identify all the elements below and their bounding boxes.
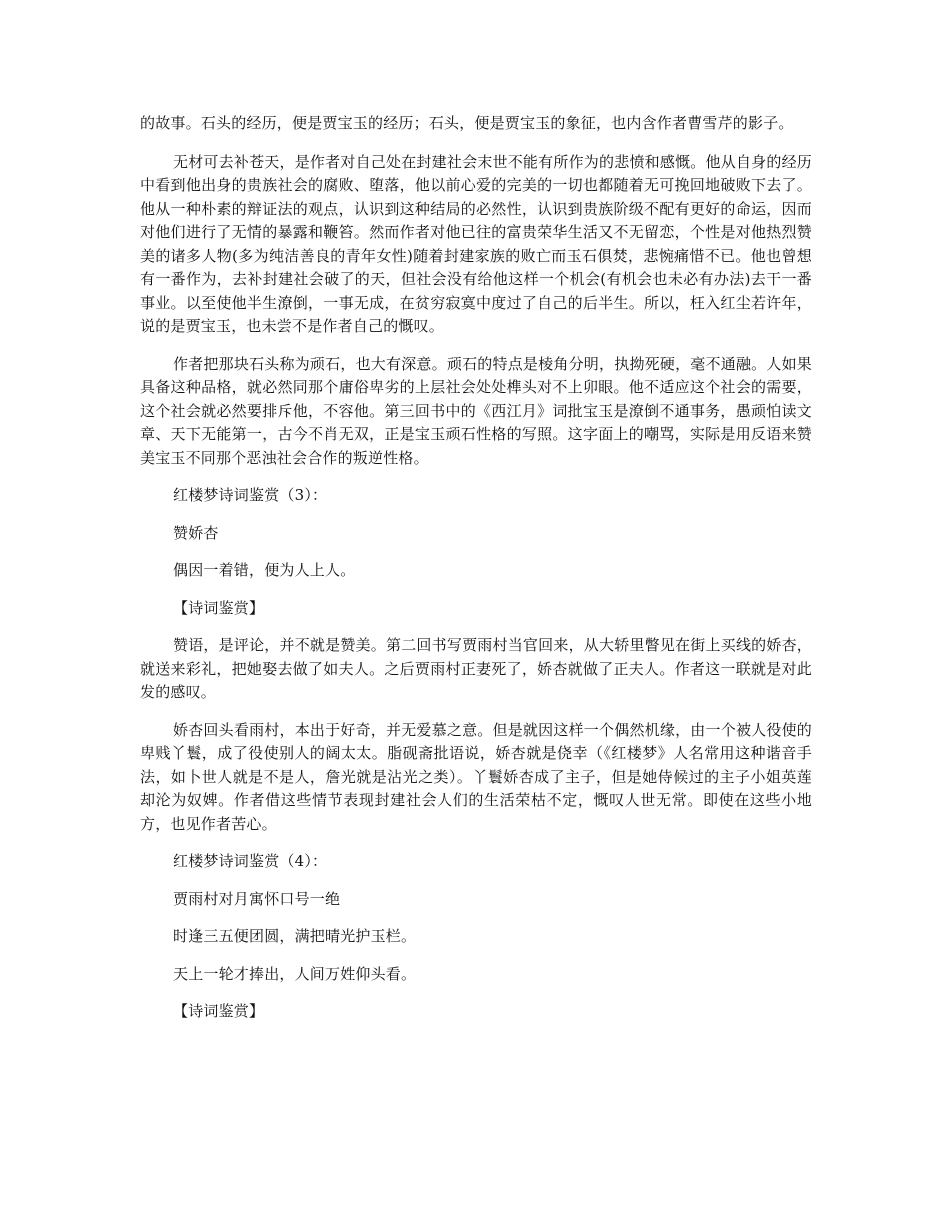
paragraph-jiaoxing-commentary: 赞语，是评论，并不就是赞美。第二回书写贾雨村当官回来，从大轿里瞥见在街上买线的娇杏，就送来彩礼，把她娶去做了如夫人。之后贾雨村正妻死了，娇杏就做了正夫人。作者这一联就是对此发的感叹。 (140, 636, 812, 701)
appreciation-label-4: 【诗词鉴赏】 (173, 1002, 265, 1020)
paragraph-stubborn-stone: 作者把那块石头称为顽石，也大有深意。顽石的特点是棱角分明，执拗死硬，毫不通融。人如果具备这种品格，就必然同那个庸俗卑劣的上层社会处处榫头对不上卯眼。他不适应这个社会的需要，这个社会就必然要排斥他，不容他。第三回书中的《西江月》词批宝玉是潦倒不通事务，愚顽怕读文章、天下无能第一，古今不肖无双，正是宝玉顽石性格的写照。这字面上的嘲骂，实际是用反语来赞美宝玉不同那个恶浊社会合作的叛逆性格。 (140, 354, 812, 467)
poem-line-2: 天上一轮才捧出，人间万姓仰头看。 (173, 964, 417, 983)
poem-line-jiaoxing: 偶因一着错，便为人上人。 (173, 561, 356, 579)
poem-title-yucun: 贾雨村对月寓怀口号一绝 (173, 889, 341, 908)
section-heading-3: 红楼梦诗词鉴赏（3）： (173, 486, 328, 504)
section-heading-4: 红楼梦诗词鉴赏（4）： (173, 852, 328, 870)
poem-title-jiaoxing: 赞娇杏 (173, 523, 219, 542)
document-page (140, 112, 812, 1038)
paragraph-jiaoxing-fate: 娇杏回头看雨村，本出于好奇，并无爱慕之意。但是就因这样一个偶然机缘，由一个被人役使的卑贱丫鬟，成了役使别人的阔太太。脂砚斋批语说，娇杏就是侥幸（《红楼梦》人名常用这种谐音手法，如卜世人就是不是人，詹光就是沾光之类）。丫鬟娇杏成了主子，但是她侍候过的主子小姐英莲却沦为奴婢。作者借这些情节表现封建社会人们的生活荣枯不定，慨叹人世无常。即使在这些小地方，也见作者苦心。 (140, 720, 812, 833)
paragraph-mending-heaven: 无材可去补苍天，是作者对自己处在封建社会末世不能有所作为的悲愤和感慨。他从自身的经历中看到他出身的贵族社会的腐败、堕落，他以前心爱的完美的一切也都随着无可挽回地破败下去了。他从一种朴素的辩证法的观点，认识到这种结局的必然性，认识到贵族阶级不配有更好的命运，因而对他们进行了无情的暴露和鞭笞。然而作者对他已往的富贵荣华生活又不无留恋，个性是对他热烈赞美的诸多人物(多为纯洁善良的青年女性)随着封建家族的败亡而玉石俱焚，悲惋痛惜不已。他也曾想有一番作为，去补封建社会破了的天，但社会没有给他这样一个机会(有机会也未必有办法)去干一番事业。以至使他半生潦倒，一事无成，在贫穷寂寞中度过了自己的后半生。所以，枉入红尘若许年，说的是贾宝玉，也未尝不是作者自己的慨叹。 (140, 152, 812, 335)
poem-line-1: 时逢三五便团圆，满把晴光护玉栏。 (173, 927, 417, 945)
appreciation-label-3: 【诗词鉴赏】 (173, 598, 265, 617)
paragraph-stone-story: 的故事。石头的经历，便是贾宝玉的经历；石头，便是贾宝玉的象征，也内含作者曹雪芹的影子。 (140, 114, 794, 132)
